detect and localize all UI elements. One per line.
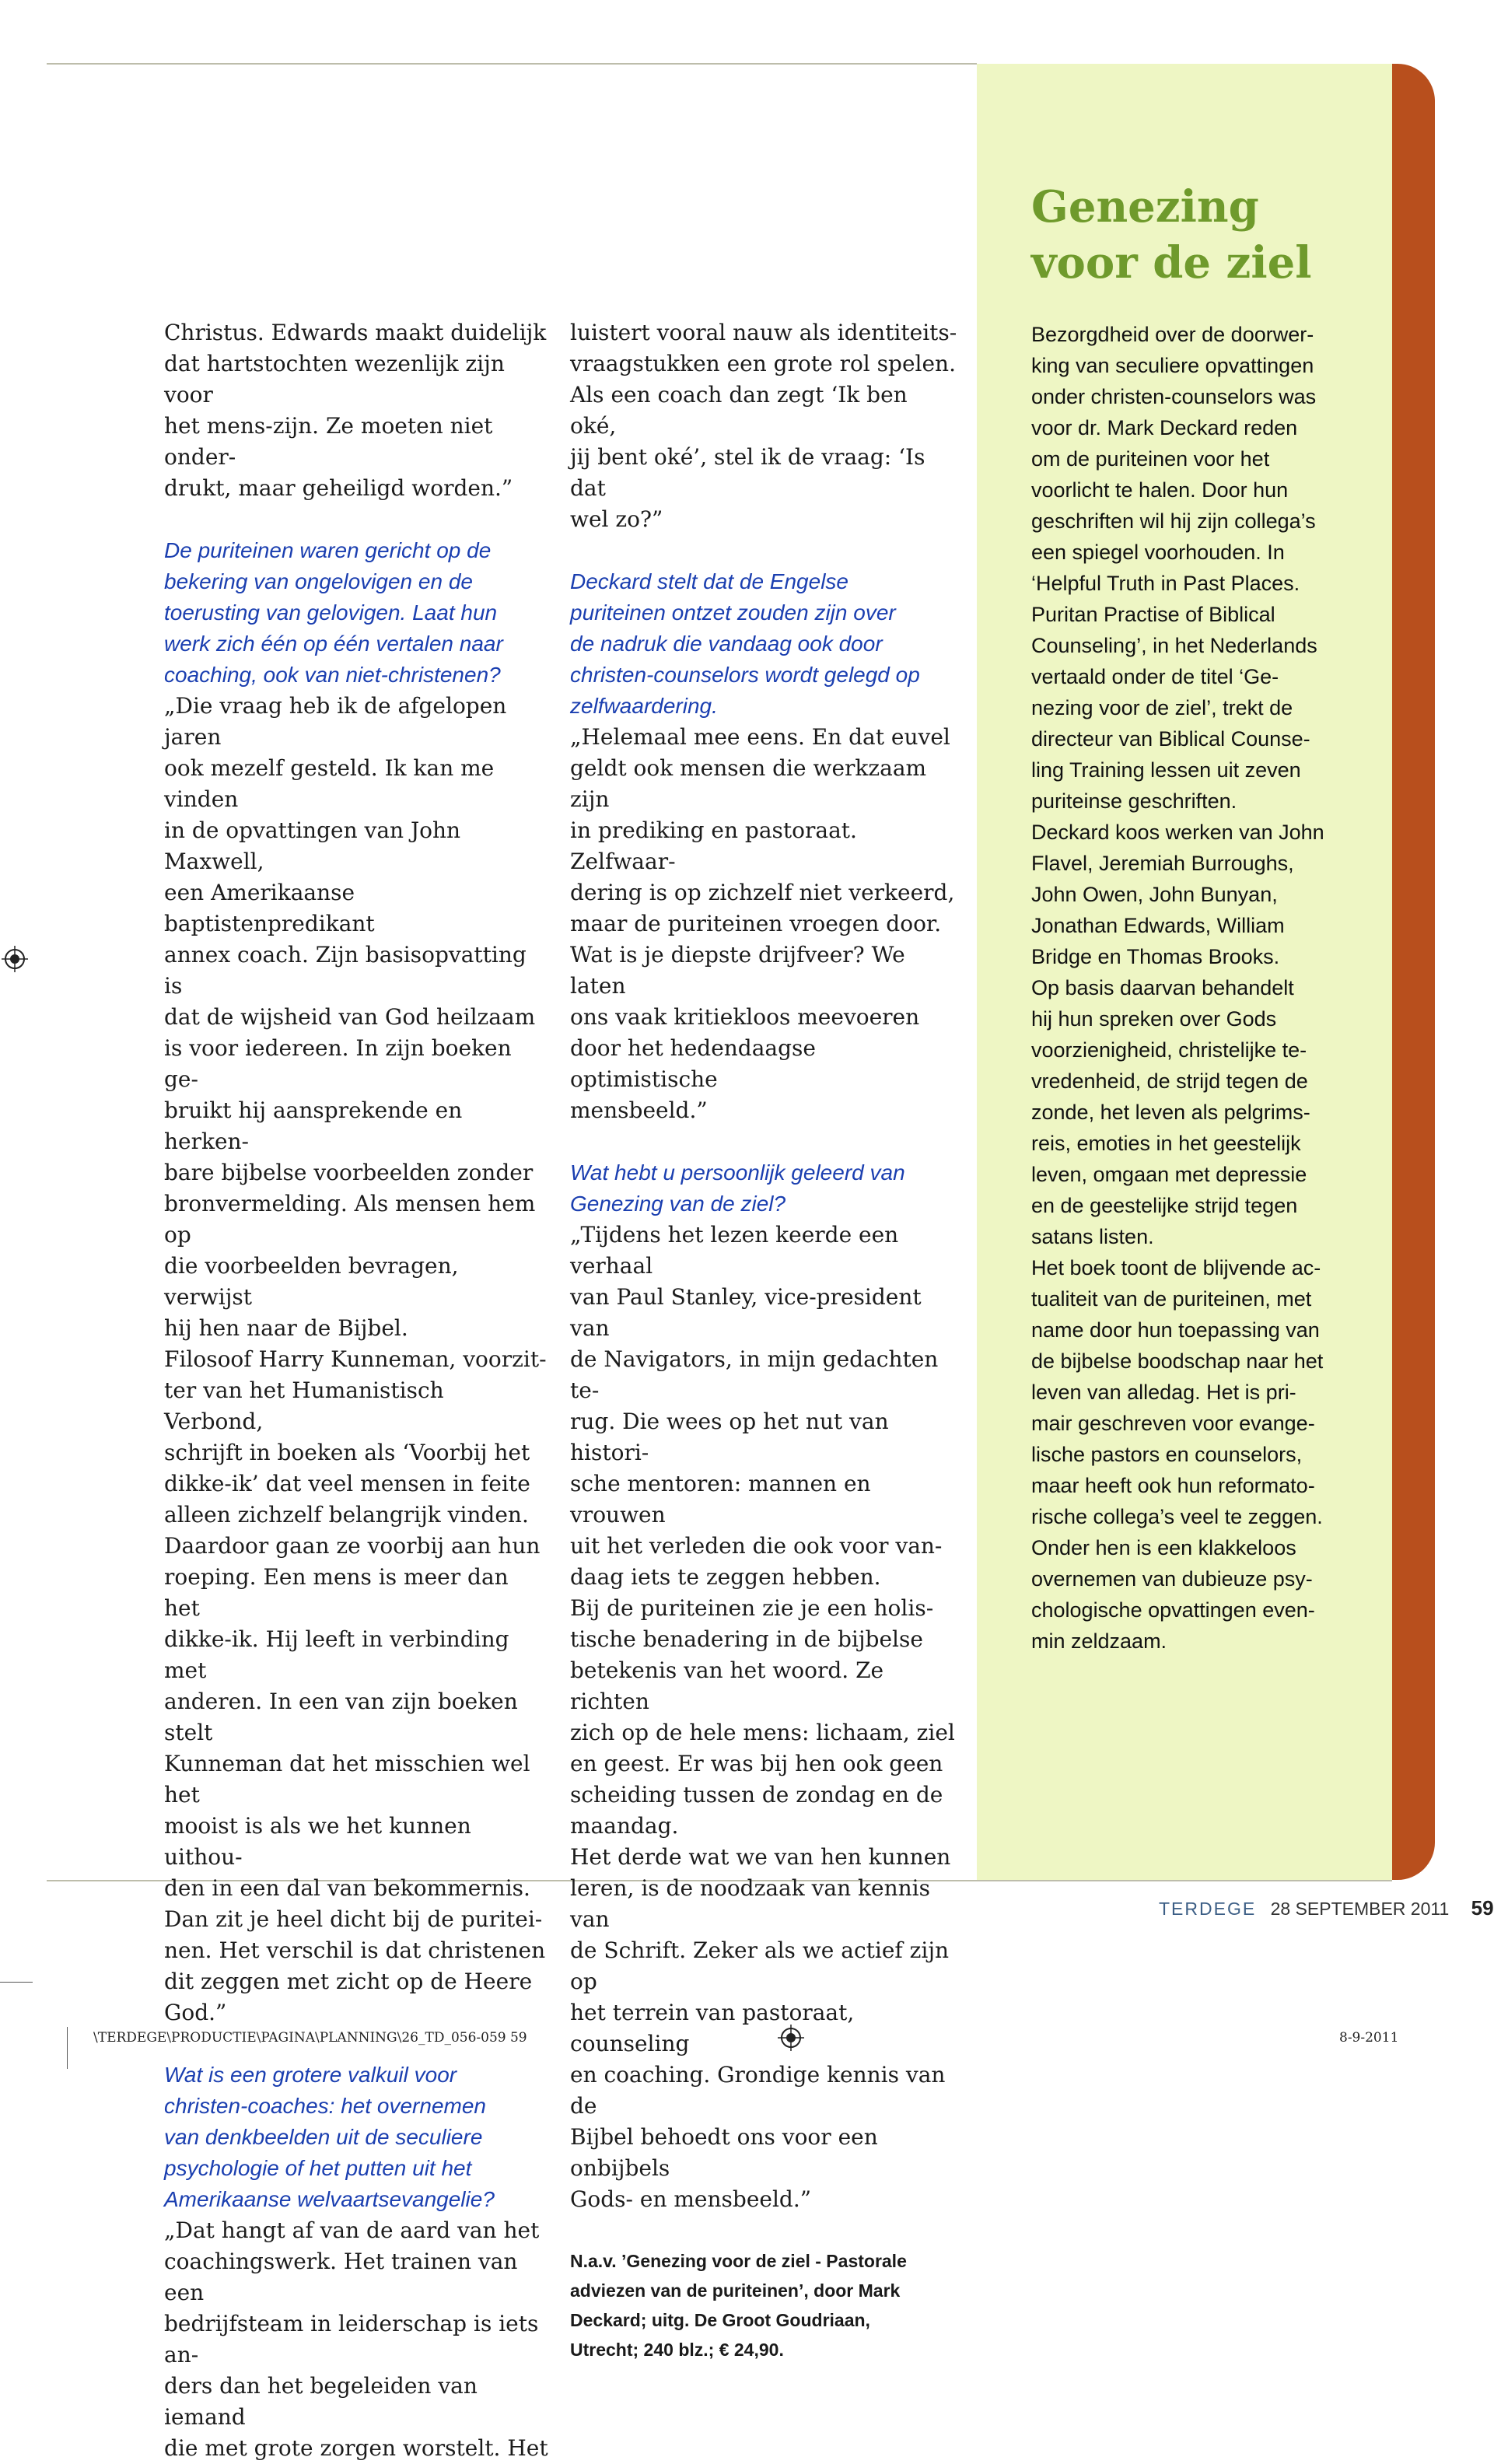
col2-question-2: Wat hebt u persoonlijk geleerd van Genezing van de ziel? bbox=[570, 1160, 905, 1216]
sidebar-body: Bezorgdheid over de doorwer- king van seculiere opvattingen onder christen-counselors was voor dr. Mark Deckard reden om de puriteinen voor het voorlicht te halen. Door hun geschriften wil hij zijn collega’s een spiegel voorhouden. In ‘Helpful Truth in Past Places. Puritan Practise of Biblical Counseling’, in het Nederlands vertaald onder de titel ‘Ge- nezing voor de ziel’, trekt de directeur van Biblical Counse- ling Training lessen uit zeven puriteinse geschriften. Deckard koos werken van John Flavel, Jeremiah Burroughs, John Owen, John Bunyan, Jonathan Edwards, William Bridge en Thomas Brooks. Op basis daarvan behandelt hij hun spreken over Gods voorzienigheid, christelijke te- vredenheid, de strijd tegen de zonde, het leven als pelgrims- reis, emoties in het geestelijk leven, omgaan met depressie en de geestelijke strijd tegen satans listen. Het boek toont de blijvende ac- tualiteit van de puriteinen, met name door hun toepassing van de bijbelse boodschap naar het leven van alledag. Het is pri- mair geschreven voor evange- lische pastors en counselors, maar heeft ook hun reformato- rische collega’s veel te zeggen. Onder hen is een klakkeloos overnemen van dubieuze psy- chologische opvattingen even- min zeldzaam. bbox=[1031, 323, 1324, 1653]
issue-date: 28 SEPTEMBER 2011 bbox=[1270, 1899, 1450, 1919]
col2-paragraph-5: Het derde wat we van hen kunnen leren, is de noodzaak van kennis van de Schrift. Zeker als we actief zijn op het terrein van pastoraat, counseling en coaching. Grondige kennis van de Bijbel behoedt ons voor een onbijbels Gods- en mensbeeld.” bbox=[570, 1844, 951, 2212]
magazine-name: TERDEGE bbox=[1159, 1899, 1257, 1919]
slug-path: \TERDEGE\PRODUCTIE\PAGINA\PLANNING\26_TD_056-059 59 bbox=[93, 2030, 527, 2046]
col1-answer-1: „Die vraag heb ik de afgelopen jaren ook mezelf gesteld. Ik kan me vinden in de opvattingen van John Maxwell, een Amerikaanse baptistenpredikant annex coach. Zijn basisopvatting is dat de wijsheid van God heilzaam is voor iedereen. In zijn boeken ge- bruikt hij aansprekende en herken- bare bijbelse voorbeelden zonder bronvermelding. Als mensen hem op die voorbeelden bevragen, verwijst hij hen naar de Bijbel. bbox=[164, 693, 536, 1341]
col1-answer-2: „Dat hangt af van de aard van het coachingswerk. Het trainen van een bedrijfsteam in leiderschap is iets an- ders dan het begeleiden van iemand die met grote zorgen worstelt. Het bbox=[164, 2217, 548, 2461]
crop-mark-bottom bbox=[67, 2027, 68, 2069]
page-footer bbox=[1159, 1896, 1494, 1920]
slug-date: 8-9-2011 bbox=[1339, 2030, 1399, 2046]
sidebar-accent-tab bbox=[1392, 64, 1435, 1880]
page-number: 59 bbox=[1471, 1896, 1494, 1920]
col1-question-2: Wat is een grotere valkuil voor christen-coaches: het overnemen van denkbeelden uit de seculiere psychologie of het putten uit het Amerikaanse welvaartsevangelie? bbox=[164, 2063, 495, 2211]
article-column-1 bbox=[164, 317, 549, 2464]
article-column-2 bbox=[570, 317, 959, 2364]
col2-answer-2: „Tijdens het lezen keerde een verhaal van Paul Stanley, vice-president van de Navigators, in mijn gedachten te- rug. Die wees op het nut van histori- sche mentoren: mannen en vrouwen uit het verleden die ook voor van- daag iets te zeggen hebben. bbox=[570, 1222, 943, 1590]
col1-question-1: De puriteinen waren gericht op de bekering van ongelovigen en de toerusting van gelovigen. Laat hun werk zich één op één vertalen naar coaching, ook van niet-christenen? bbox=[164, 538, 503, 687]
registration-mark-bottom-icon bbox=[778, 2025, 804, 2051]
top-rule bbox=[47, 63, 977, 65]
col2-question-1: Deckard stelt dat de Engelse puriteinen ontzet zouden zijn over de nadruk die vandaag ook door christen-counselors wordt gelegd op zelfwaardering. bbox=[570, 569, 920, 718]
col2-paragraph-1: luistert vooral nauw als identiteits- vraagstukken een grote rol spelen. Als een coach dan zegt ‘Ik ben oké, jij bent oké’, stel ik de vraag: ‘Is dat wel zo?” bbox=[570, 320, 957, 532]
col1-paragraph-3: Filosoof Harry Kunneman, voorzit- ter van het Humanistisch Verbond, schrijft in boeken als ‘Voorbij het dikke-ik’ dat veel mensen in feite alleen zichzelf belangrijk vinden. Daardoor gaan ze voorbij aan hun roeping. Een mens is meer dan het dikke-ik. Hij leeft in verbinding met anderen. In een van zijn boeken stelt Kunneman dat het misschien wel het mooist is als we het kunnen uithou- den in een dal van bekommernis. Dan zit je heel dicht bij de puritei- nen. Het verschil is dat christenen dit zeggen met zicht op de Heere God.” bbox=[164, 1346, 547, 2025]
book-credit: N.a.v. ’Genezing voor de ziel - Pastorale adviezen van de puriteinen’, door Mark Deckard; uitg. De Groot Goudriaan, Utrecht; 240 blz.; € 24,90. bbox=[570, 2251, 907, 2360]
sidebar-title: Genezing voor de ziel bbox=[1031, 181, 1312, 289]
col2-paragraph-4: Bij de puriteinen zie je een holis- tische benadering in de bijbelse betekenis van het woord. Ze richten zich op de hele mens: lichaam, ziel en geest. Er was bij hen ook geen scheiding tussen de zondag en de maandag. bbox=[570, 1595, 955, 1839]
registration-mark-icon bbox=[2, 946, 28, 972]
crop-mark-left bbox=[0, 1982, 33, 1983]
col2-answer-1: „Helemaal mee eens. En dat euvel geldt ook mensen die werkzaam zijn in prediking en pastoraat. Zelfwaar- dering is op zichzelf niet verkeerd, maar de puriteinen vroegen door. Wat is je diepste drijfveer? We laten ons vaak kritiekloos meevoeren door het hedendaagse optimistische mensbeeld.” bbox=[570, 724, 955, 1123]
col1-paragraph-1: Christus. Edwards maakt duidelijk dat hartstochten wezenlijk zijn voor het mens-zijn. Ze moeten niet onder- drukt, maar geheiligd worden.” bbox=[164, 320, 547, 501]
